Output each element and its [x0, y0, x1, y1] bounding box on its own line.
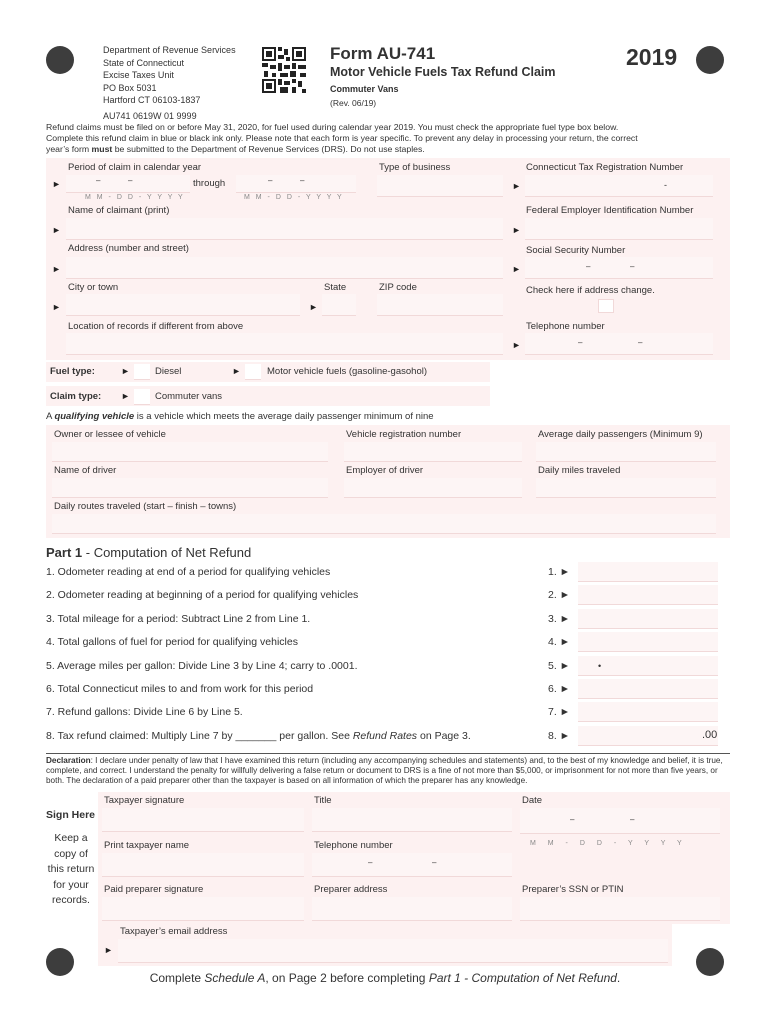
driver-label: Name of driver: [54, 465, 117, 476]
preparer-ssn-label: Preparer’s SSN or PTIN: [522, 884, 624, 895]
diesel-label: Diesel: [155, 366, 182, 377]
claimant-name-field[interactable]: [66, 218, 503, 240]
part1-line-1-field[interactable]: [578, 562, 718, 582]
period-label: Period of claim in calendar year: [68, 162, 202, 173]
sign-here-label: Sign Here: [46, 809, 96, 821]
part1-line-2-field[interactable]: [578, 585, 718, 605]
date-field[interactable]: [520, 808, 720, 834]
records-location-label: Location of records if different from above: [68, 321, 244, 332]
part1-line-8-field[interactable]: [578, 726, 718, 746]
claim-type-section: [46, 386, 490, 406]
part1-title: Part 1 - Computation of Net Refund: [46, 545, 252, 560]
intro-line: year’s form must be submitted to the Department of Revenue Services (DRS). Do not use staples.: [46, 144, 425, 154]
divider: [46, 753, 730, 754]
address-change-label: Check here if address change.: [526, 285, 655, 296]
part1-line-6-number: 6. ►: [548, 683, 571, 695]
agency-line: State of Connecticut: [103, 57, 185, 68]
records-location-field[interactable]: [66, 333, 503, 355]
fein-label: Federal Employer Identification Number: [526, 205, 694, 216]
driver-field[interactable]: [52, 478, 328, 498]
arrow-icon: ►: [232, 366, 241, 376]
part1-line-2-number: 2. ►: [548, 589, 571, 602]
ct-reg-label: Connecticut Tax Registration Number: [526, 162, 684, 173]
print-name-label: Print taxpayer name: [104, 840, 190, 851]
state-field[interactable]: [322, 294, 356, 316]
claim-type-label: Claim type:: [50, 391, 102, 402]
telephone-label: Telephone number: [526, 321, 605, 332]
part1-line-1-label: 1. Odometer reading at end of a period for qualifying vehicles: [46, 566, 331, 578]
arrow-icon: ►: [512, 181, 521, 191]
owner-label: Owner or lessee of vehicle: [54, 429, 166, 440]
registration-mark-top-right: [696, 46, 724, 74]
city-label: City or town: [68, 282, 119, 293]
agency-address: [103, 44, 236, 122]
part1-line-7-field[interactable]: [578, 702, 718, 722]
preparer-address-label: Preparer address: [314, 884, 388, 895]
taxpayer-telephone-field[interactable]: [312, 853, 512, 877]
state-label: State: [324, 282, 347, 293]
form-number: Form AU-741: [330, 44, 436, 63]
title-field[interactable]: [312, 808, 512, 832]
address-change-checkbox[interactable]: [598, 299, 614, 313]
title-label: Title: [314, 795, 332, 806]
date-format-hint: M M - D D - Y Y Y Y: [85, 194, 185, 201]
keep-copy-note: Keep a copy of this return for your records.: [47, 832, 95, 906]
taxpayer-signature-field[interactable]: [102, 808, 304, 832]
address-label: Address (number and street): [68, 243, 189, 254]
arrow-icon: ►: [52, 179, 61, 189]
date-format-hint: M M - D D - Y Y Y Y: [244, 194, 344, 201]
part1-line-7-number: 7. ►: [548, 706, 571, 719]
ssn-field[interactable]: [525, 257, 713, 279]
registration-label: Vehicle registration number: [346, 429, 462, 440]
period-end-date[interactable]: [236, 175, 356, 193]
part1-line-6-label: 6. Total Connecticut miles to and from work for this period: [46, 683, 314, 695]
taxpayer-signature-label: Taxpayer signature: [104, 795, 185, 806]
through-label: through: [193, 178, 226, 189]
part1-line-4-number: 4. ►: [548, 636, 571, 649]
employer-label: Employer of driver: [346, 465, 424, 476]
arrow-icon: ►: [52, 264, 61, 274]
preparer-signature-field[interactable]: [102, 897, 304, 921]
ct-reg-field[interactable]: [525, 175, 713, 197]
commuter-vans-checkbox[interactable]: [134, 389, 150, 405]
ssn-label: Social Security Number: [526, 245, 626, 256]
date-label: Date: [522, 795, 543, 806]
part1-line-6-field[interactable]: [578, 679, 718, 699]
arrow-icon: ►: [512, 225, 521, 235]
registration-mark-top-left: [46, 46, 74, 74]
arrow-icon: ►: [121, 391, 130, 401]
claimant-name-label: Name of claimant (print): [68, 205, 170, 216]
form-subtitle: Commuter Vans: [330, 84, 399, 94]
arrow-icon: ►: [309, 302, 318, 312]
part1-line-8-label: 8. Tax refund claimed: Multiply Line 7 by _______ per gallon. See Refund Rates on Page 3.: [46, 729, 471, 742]
daily-miles-field[interactable]: [536, 478, 716, 498]
agency-line: Excise Taxes Unit: [103, 70, 174, 80]
fuel-type-label: Fuel type:: [50, 366, 95, 377]
routes-label: Daily routes traveled (start – finish – towns): [54, 501, 237, 512]
commuter-vans-label: Commuter vans: [155, 391, 223, 402]
arrow-icon: ►: [512, 264, 521, 274]
gasoline-checkbox[interactable]: [245, 364, 261, 380]
part1-line-4-label: 4. Total gallons of fuel for period for qualifying vehicles: [46, 636, 298, 649]
arrow-icon: ►: [52, 225, 61, 235]
print-name-field[interactable]: [102, 853, 304, 877]
form-title: Motor Vehicle Fuels Tax Refund Claim: [330, 65, 556, 79]
form-code: AU741 0619W 01 9999: [103, 110, 197, 121]
form-revision: (Rev. 06/19): [330, 98, 377, 108]
date-format-hint: M M - D D - Y Y Y Y: [530, 840, 687, 847]
owner-field[interactable]: [52, 442, 328, 462]
telephone-label: Telephone number: [314, 840, 393, 851]
telephone-field[interactable]: [525, 333, 713, 355]
business-type-label: Type of business: [379, 162, 451, 173]
zip-field[interactable]: [377, 294, 503, 316]
agency-line: Department of Revenue Services: [103, 45, 236, 55]
address-field[interactable]: [66, 257, 503, 279]
decimal-point: •: [598, 660, 602, 671]
routes-field[interactable]: [52, 514, 716, 534]
diesel-checkbox[interactable]: [134, 364, 150, 380]
avg-passengers-field[interactable]: [536, 442, 716, 462]
city-field[interactable]: [66, 294, 300, 316]
preparer-signature-label: Paid preparer signature: [104, 884, 204, 895]
qr-code-icon: [262, 47, 306, 93]
zip-label: ZIP code: [379, 282, 417, 293]
form-year: 2019: [626, 44, 678, 70]
part1-line-5-label: 5. Average miles per gallon: Divide Line 3 by Line 4; carry to .0001.: [46, 659, 358, 672]
arrow-icon: ►: [512, 340, 521, 350]
part1-line-1-number: 1. ►: [548, 566, 571, 578]
arrow-icon: ►: [121, 366, 130, 376]
employer-field[interactable]: [344, 478, 522, 498]
arrow-icon: ►: [104, 945, 113, 955]
email-label: Taxpayer’s email address: [120, 926, 228, 937]
part1-line-5-number: 5. ►: [548, 659, 571, 672]
arrow-icon: ►: [52, 302, 61, 312]
email-field[interactable]: [118, 939, 668, 963]
cents-suffix: .00: [702, 728, 718, 741]
agency-line: PO Box 5031: [103, 82, 157, 93]
part1-line-4-field[interactable]: [578, 632, 718, 652]
fein-field[interactable]: [525, 218, 713, 240]
part1-line-7-label: 7. Refund gallons: Divide Line 6 by Line 5.: [46, 706, 243, 719]
daily-miles-label: Daily miles traveled: [538, 465, 621, 476]
declaration-text: Declaration: I declare under penalty of law that I have examined this return (including any accompanying schedules and statements) and, to the best of my knowledge and belief, it is true, complete, and correct. I understand the penalty for willfully delivering a false return or document to DRS is a fine of not more than $5,000, or imprisonment for not more than five years, or both. The declaration of a paid preparer other than the taxpayer is based on all information of which the preparer has any knowledge.: [46, 756, 723, 785]
part1-line-2-label: 2. Odometer reading at beginning of a period for qualifying vehicles: [46, 589, 359, 602]
part1-line-3-field[interactable]: [578, 609, 718, 629]
gasoline-label: Motor vehicle fuels (gasoline-gasohol): [267, 366, 427, 377]
intro-line: Complete this refund claim in blue or black ink only. Please note that each form is year specific. To prevent any delay in processing your return, the correct: [46, 133, 638, 143]
avg-passengers-label: Average daily passengers (Minimum 9): [538, 429, 703, 440]
agency-line: Hartford CT 06103-1837: [103, 95, 201, 105]
part1-line-8-number: 8. ►: [548, 729, 571, 742]
preparer-ssn-field[interactable]: [520, 897, 720, 921]
footer-instruction: Complete Schedule A, on Page 2 before completing Part 1 - Computation of Net Refund.: [149, 971, 621, 985]
part1-line-3-label: 3. Total mileage for a period: Subtract Line 2 from Line 1.: [46, 612, 311, 625]
part1-line-3-number: 3. ►: [548, 612, 571, 625]
registration-field[interactable]: [344, 442, 522, 462]
preparer-address-field[interactable]: [312, 897, 512, 921]
intro-line: Refund claims must be filed on or before May 31, 2020, for fuel used during calendar year 2019. You must check the appropriate fuel type box below.: [46, 122, 619, 132]
intro-instructions: [46, 122, 730, 155]
qualifying-vehicle-note: A qualifying vehicle is a vehicle which meets the average daily passenger minimum of nine: [46, 411, 434, 422]
business-type-field[interactable]: [377, 175, 503, 197]
